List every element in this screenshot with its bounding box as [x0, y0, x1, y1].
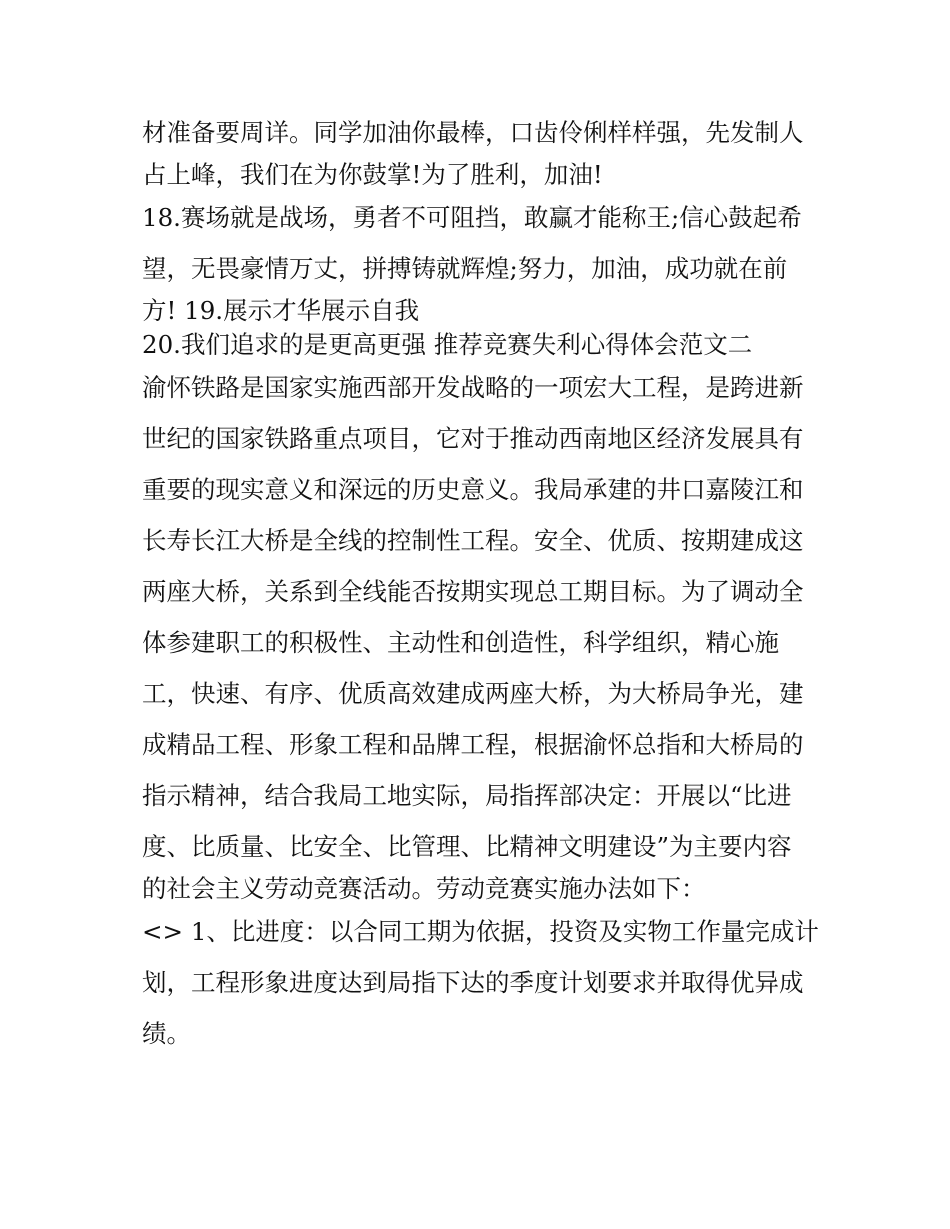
text-line: 的社会主义劳动竞赛活动。劳动竞赛实施办法如下： [142, 874, 706, 903]
text-line: 渝怀铁路是国家实施西部开发战略的一项宏大工程，是跨进新 [142, 373, 804, 402]
text-line: 工，快速、有序、优质高效建成两座大桥，为大桥局争光，建 [142, 679, 804, 708]
text-line: 望，无畏豪情万丈，拼搏铸就辉煌;努力，加油，成功就在前 [142, 254, 788, 283]
text-line: 方! 19.展示才华展示自我 [142, 296, 420, 325]
text-line: 两座大桥，关系到全线能否按期实现总工期目标。为了调动全 [142, 577, 804, 606]
text-line: 绩。 [142, 1019, 191, 1048]
text-line: <> 1、比进度：以合同工期为依据，投资及实物工作量完成计 [142, 917, 819, 946]
text-line: 20.我们追求的是更高更强 推荐竞赛失利心得体会范文二 [142, 330, 753, 359]
text-line: 长寿长江大桥是全线的控制性工程。安全、优质、按期建成这 [142, 526, 804, 555]
text-line: 划，工程形象进度达到局指下达的季度计划要求并取得优异成 [142, 968, 804, 997]
body-text [142, 107, 822, 1059]
text-line: 成精品工程、形象工程和品牌工程，根据渝怀总指和大桥局的 [142, 730, 804, 759]
text-line: 重要的现实意义和深远的历史意义。我局承建的井口嘉陵江和 [142, 475, 804, 504]
text-line: 世纪的国家铁路重点项目，它对于推动西南地区经济发展具有 [142, 424, 804, 453]
text-line: 度、比质量、比安全、比管理、比精神文明建设”为主要内容 [142, 832, 792, 861]
text-line: 占上峰，我们在为你鼓掌!为了胜利，加油! [142, 160, 603, 189]
text-line: 体参建职工的积极性、主动性和创造性，科学组织，精心施 [142, 628, 779, 657]
text-line: 材准备要周详。同学加油你最棒，口齿伶俐样样强，先发制人 [142, 118, 804, 147]
text-line: 指示精神，结合我局工地实际，局指挥部决定：开展以“比进 [142, 781, 792, 810]
text-line: 18.赛场就是战场，勇者不可阻挡，敢赢才能称王;信心鼓起希 [142, 203, 802, 232]
